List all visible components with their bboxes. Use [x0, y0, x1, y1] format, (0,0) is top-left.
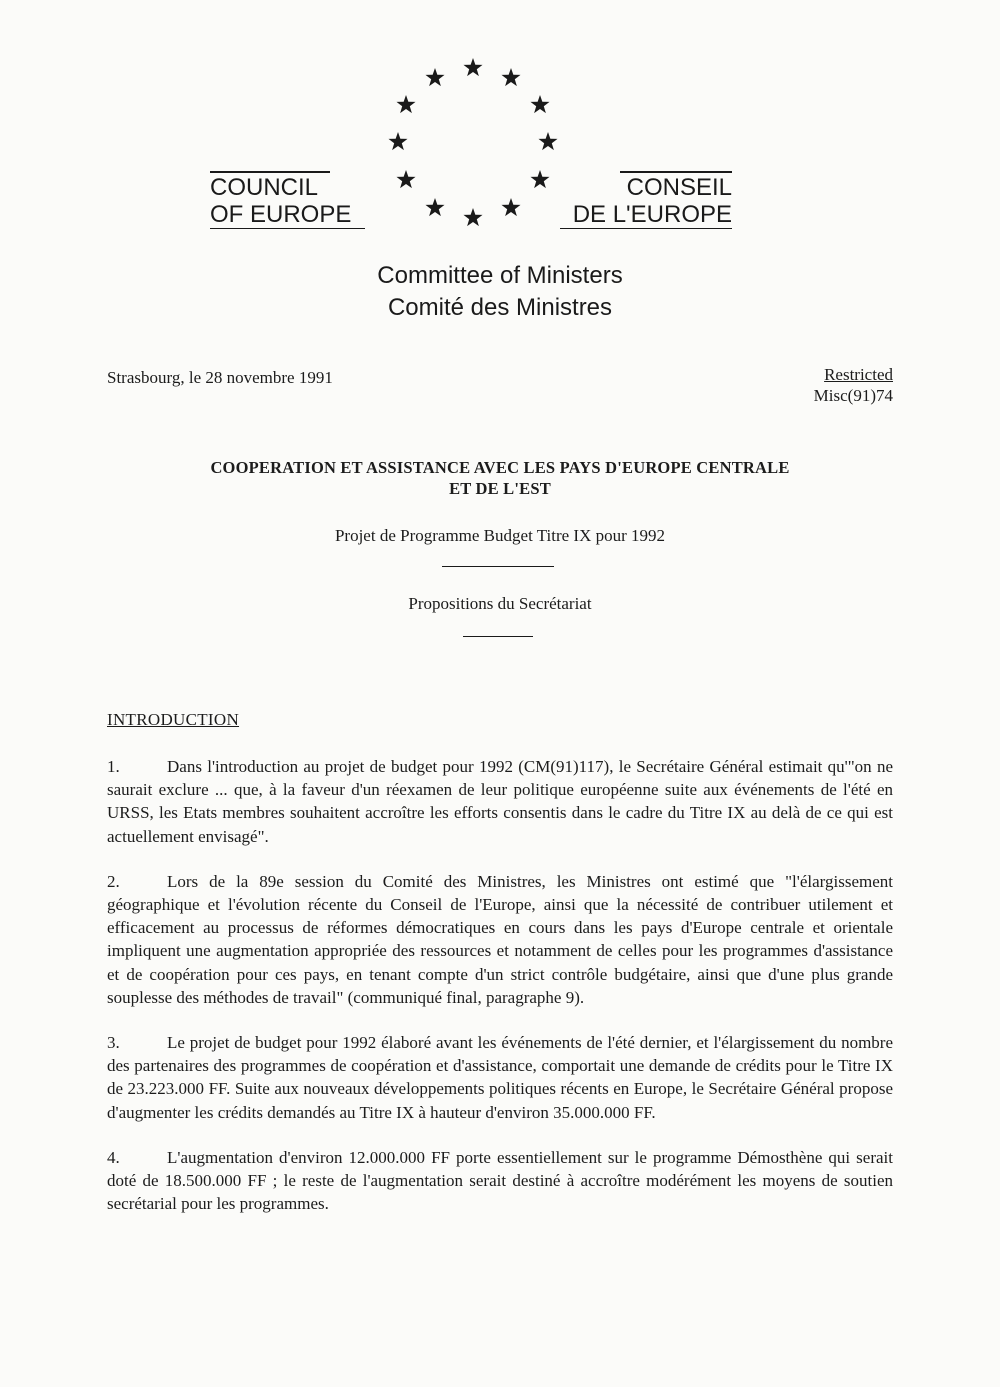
title-line-2: ET DE L'EST	[449, 479, 551, 498]
paragraph	[107, 870, 893, 1009]
paragraph-number: 4.	[107, 1147, 120, 1167]
paragraph-number: 1.	[107, 757, 120, 776]
org-en-line1: COUNCIL	[210, 173, 319, 201]
star-icon	[530, 95, 549, 113]
title-line-1: COOPERATION ET ASSISTANCE AVEC LES PAYS D'EUROPE CENTRALE	[210, 458, 790, 477]
divider	[620, 171, 732, 173]
star-icon	[530, 170, 549, 188]
star-icon	[538, 132, 557, 150]
paragraph-text: Lors de la 89e session du Comité des Ministres, les Ministres ont estimé que "l'élargissement géographique et l'évolution récente du Conseil de l'Europe, ainsi que la nécessité de contribuer utilement et efficacement au processus de réformes démocratiques en cours dans les pays d'Europe centrale et orientale impliquent une augmentation appropriée des ressources et notamment de celles pour les programmes d'assistance et de coopération pour ces pays, en tenant compte d'un strict contrôle budgétaire, ainsi que d'une plus grande souplesse des méthodes de travail" (communiqué final, paragraphe 9).	[107, 871, 893, 1007]
document-title	[0, 457, 1000, 499]
place-date: Strasbourg, le 28 novembre 1991	[107, 368, 333, 387]
committee-en: Committee of Ministers	[377, 262, 623, 289]
stars-emblem	[0, 0, 1000, 250]
paragraph	[107, 1031, 893, 1124]
document-reference: Misc(91)74	[813, 386, 893, 405]
star-icon	[425, 68, 444, 86]
paragraph	[107, 1146, 893, 1216]
organisation-name-en	[210, 171, 365, 229]
star-icon	[463, 208, 482, 226]
star-icon	[388, 132, 407, 150]
star-icon	[396, 95, 415, 113]
star-icon	[501, 68, 520, 86]
org-fr-line2: DE L'EUROPE	[572, 200, 732, 228]
divider	[463, 636, 533, 637]
divider	[210, 228, 365, 230]
paragraph-number: 3.	[107, 1033, 120, 1053]
document-subtitle: Projet de Programme Budget Titre IX pour 1992	[334, 526, 666, 545]
classification-label: Restricted	[824, 365, 893, 384]
star-icon	[501, 198, 520, 216]
organisation-name-fr	[560, 171, 732, 229]
paragraph-text: Le projet de budget pour 1992 élaboré avant les événements de l'été dernier, et l'élargissement du nombre des partenaires des programmes de coopération et d'assistance, comportait une demande de crédits pour le Titre IX de 23.223.000 FF. Suite aux nouveaux développements politiques récents en Europe, le Secrétaire Général propose d'augmenter les crédits demandés au Titre IX à hauteur d'environ 35.000.000 FF.	[107, 1033, 893, 1122]
paragraph-text: Dans l'introduction au projet de budget pour 1992 (CM(91)117), le Secrétaire Général estimait qu'"on ne saurait exclure ... que, à la faveur d'un réexamen de leur politique européenne suite aux événements de l'été en URSS, les Etats membres souhaitent accroître les efforts consentis dans le cadre du Titre IX au delà de ce qui est actuellement envisagé".	[107, 757, 893, 846]
divider	[442, 566, 554, 567]
star-icon	[396, 170, 415, 188]
divider	[560, 228, 732, 230]
org-en-line2: OF EUROPE	[210, 200, 352, 228]
star-icon	[463, 58, 482, 76]
section-heading: INTRODUCTION	[107, 710, 240, 729]
committee-heading	[0, 260, 1000, 324]
paragraph	[107, 755, 893, 848]
document-body	[107, 755, 893, 1237]
committee-fr: Comité des Ministres	[387, 294, 613, 321]
propositions-heading: Propositions du Secrétariat	[408, 594, 592, 613]
document-reference-block	[814, 364, 893, 406]
star-icon	[425, 198, 444, 216]
org-fr-line1: CONSEIL	[626, 173, 732, 201]
divider	[210, 171, 330, 173]
paragraph-number: 2.	[107, 871, 120, 891]
paragraph-text: L'augmentation d'environ 12.000.000 FF porte essentiellement sur le programme Démosthène qui serait doté de 18.500.000 FF ; le reste de l'augmentation serait destiné à accroître modérément les moyens de soutien secrétarial pour les programmes.	[107, 1147, 893, 1214]
